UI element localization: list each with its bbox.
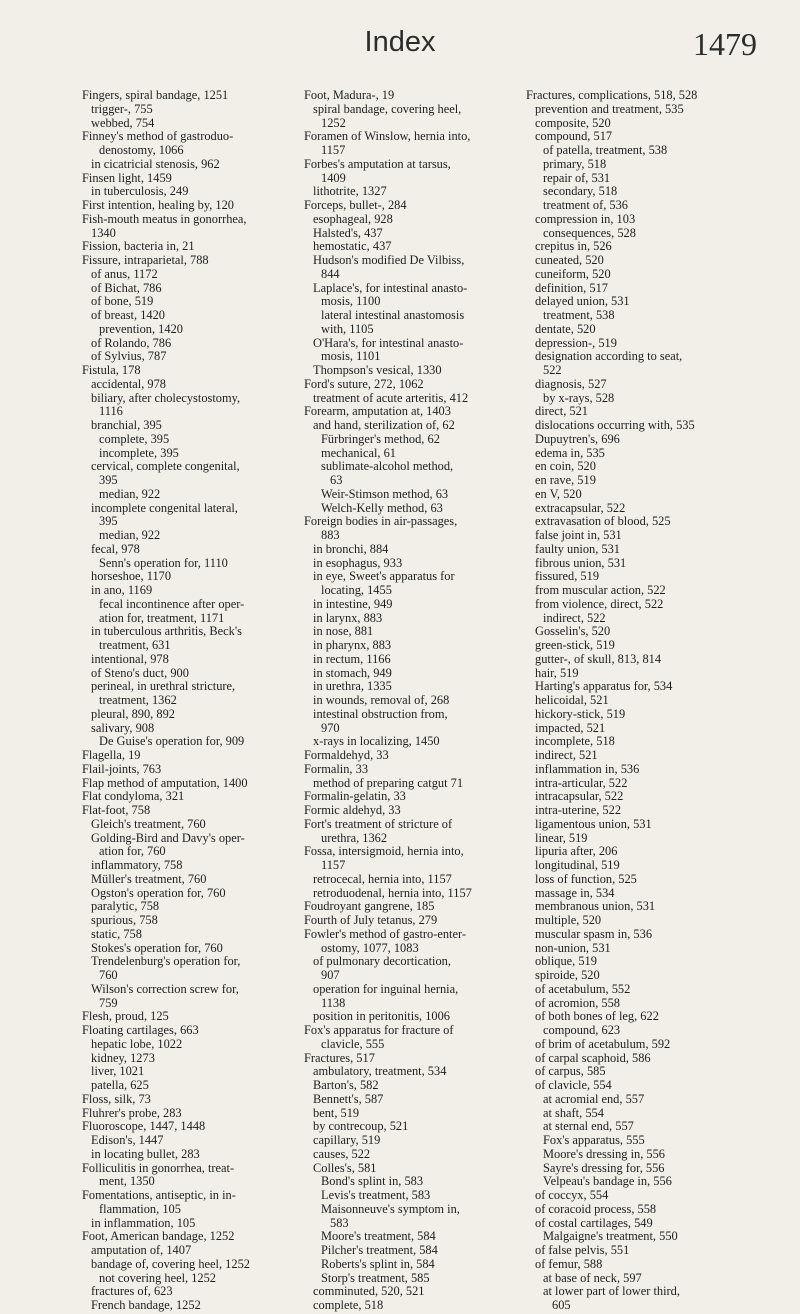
index-entry: patella, 625 (91, 1078, 149, 1092)
index-entry: fibrous union, 531 (535, 555, 627, 570)
index-entry: in intestine, 949 (313, 596, 393, 611)
index-entry: Bennett's, 587 (313, 1091, 384, 1106)
index-entry: in inflammation, 105 (91, 1215, 196, 1230)
index-entry: locating, 1455 (321, 583, 392, 597)
index-entry: horseshoe, 1170 (91, 569, 172, 584)
index-entry: 883 (321, 528, 340, 542)
index-entry: accidental, 978 (91, 376, 166, 391)
index-entry: Stokes's operation for, 760 (91, 940, 223, 955)
index-entry: retrocecal, hernia into, 1157 (313, 871, 452, 886)
index-entry: of Rolando, 786 (91, 335, 172, 350)
index-entry: paralytic, 758 (91, 899, 160, 914)
index-entry: intra-articular, 522 (535, 775, 628, 790)
index-entry: intentional, 978 (91, 651, 169, 666)
index-entry: oblique, 519 (535, 954, 597, 969)
index-entry: Bond's splint in, 583 (321, 1174, 424, 1189)
index-entry: esophageal, 928 (313, 211, 393, 226)
index-entry: 395 (99, 473, 118, 487)
index-entry: Folliculitis in gonorrhea, treat- (82, 1160, 235, 1175)
index-entry: Müller's treatment, 760 (91, 871, 207, 886)
index-entry: Floating cartilages, 663 (82, 1023, 199, 1037)
index-entry: lateral intestinal anastomosis (321, 308, 465, 322)
index-entry: definition, 517 (535, 280, 608, 295)
index-entry: 1409 (321, 170, 346, 185)
index-entry: Fissure, intraparietal, 788 (82, 253, 209, 267)
index-entry: designation according to seat, (535, 349, 683, 364)
index-entry: fecal, 978 (91, 541, 140, 556)
index-entry: prevention and treatment, 535 (535, 101, 684, 116)
index-entry: median, 922 (99, 486, 161, 501)
index-entry: Halsted's, 437 (313, 225, 383, 240)
index-entry: Finney's method of gastroduo- (82, 129, 234, 144)
index-entry: trigger-, 755 (91, 101, 153, 116)
index-entry: depression-, 519 (535, 335, 617, 350)
index-entry: Welch-Kelly method, 63 (321, 500, 443, 515)
index-entry: Fluoroscope, 1447, 1448 (82, 1119, 206, 1134)
index-entry: of Steno's duct, 900 (91, 665, 189, 680)
index-entry: loss of function, 525 (535, 871, 637, 886)
index-entry: median, 922 (99, 528, 161, 542)
index-entry: of Bichat, 786 (91, 280, 162, 295)
index-entry: pleural, 890, 892 (91, 706, 175, 721)
index-entry: urethra, 1362 (321, 830, 388, 845)
index-entry: of carpal scaphoid, 586 (535, 1050, 651, 1065)
index-entry: of coracoid process, 558 (535, 1201, 657, 1216)
page-header (0, 0, 800, 70)
index-entry: operation for inguinal hernia, (313, 981, 459, 996)
index-entry: 395 (99, 514, 118, 529)
index-entry: Flagella, 19 (82, 748, 141, 762)
index-entry: Pilcher's treatment, 584 (321, 1243, 438, 1257)
index-entry: amputation of, 1407 (91, 1243, 192, 1257)
index-entry: De Guise's operation for, 909 (99, 734, 245, 749)
index-entry: at base of neck, 597 (543, 1270, 642, 1285)
index-entry: in eye, Sweet's apparatus for (313, 569, 455, 584)
index-entry: Colles's, 581 (313, 1160, 377, 1175)
index-entry: in ano, 1169 (91, 583, 153, 597)
index-entry: of costal cartilages, 549 (535, 1215, 653, 1230)
index-entry: in esophagus, 933 (313, 555, 403, 570)
index-entry: crepitus in, 526 (535, 239, 612, 254)
index-entry: of both bones of leg, 622 (535, 1009, 659, 1024)
index-entry: extracapsular, 522 (535, 500, 626, 515)
index-entry: 605 (552, 1298, 571, 1312)
index-entry: spiral bandage, covering heel, (313, 101, 462, 116)
index-entry: salivary, 908 (91, 720, 155, 735)
index-entry: hepatic lobe, 1022 (91, 1036, 183, 1051)
index-entry: Fürbringer's method, 62 (321, 431, 440, 446)
index-entry: causes, 522 (313, 1146, 371, 1161)
index-entry: mechanical, 61 (321, 445, 396, 460)
index-entry: lithotrite, 1327 (313, 184, 387, 199)
index-column-2 (304, 89, 514, 1313)
index-entry: complete, 395 (99, 431, 170, 446)
index-entry: at acromial end, 557 (543, 1091, 645, 1106)
index-entry: not covering heel, 1252 (99, 1270, 216, 1285)
index-entry: delayed union, 531 (535, 294, 630, 309)
index-entry: flammation, 105 (99, 1201, 181, 1216)
index-entry: of anus, 1172 (91, 266, 158, 281)
index-entry: compound, 623 (543, 1023, 621, 1037)
index-entry: of false pelvis, 551 (535, 1243, 630, 1257)
index-entry: 1252 (321, 115, 346, 130)
index-entry: composite, 520 (535, 115, 611, 130)
index-entry: perineal, in urethral stricture, (91, 679, 236, 694)
index-entry: in tuberculosis, 249 (91, 184, 189, 199)
index-entry: complete, 518 (313, 1298, 384, 1312)
index-entry: Fluhrer's probe, 283 (82, 1105, 182, 1120)
index-entry: green-stick, 519 (535, 638, 615, 652)
index-entry: treatment, 538 (543, 308, 615, 322)
index-entry: at shaft, 554 (543, 1105, 604, 1120)
index-entry: Maisonneuve's symptom in, (321, 1201, 460, 1216)
index-entry: Trendelenburg's operation for, (91, 954, 241, 969)
index-entry: incomplete congenital lateral, (91, 500, 238, 515)
index-entry: capillary, 519 (313, 1133, 381, 1147)
index-entry: branchial, 395 (91, 418, 162, 432)
index-entry: Fox's apparatus for fracture of (304, 1023, 454, 1037)
index-entry: helicoidal, 521 (535, 693, 609, 707)
index-entry: in tuberculous arthritis, Beck's (91, 624, 242, 639)
index-column-1 (82, 89, 292, 1313)
index-entry: 1157 (321, 858, 346, 872)
index-entry: repair of, 531 (543, 170, 611, 185)
index-entry: in rectum, 1166 (313, 651, 391, 666)
index-entry: 583 (330, 1215, 349, 1230)
index-entry: dentate, 520 (535, 321, 596, 336)
index-entry: Foot, Madura-, 19 (304, 88, 395, 102)
index-entry: from muscular action, 522 (535, 583, 666, 597)
index-column-3 (526, 89, 736, 1313)
index-entry: hickory-stick, 519 (535, 706, 626, 721)
index-entry: compound, 517 (535, 129, 613, 144)
index-entry: Flail-joints, 763 (82, 761, 162, 776)
index-entry: impacted, 521 (535, 720, 606, 735)
index-entry: of Sylvius, 787 (91, 349, 167, 364)
index-entry: gutter-, of skull, 813, 814 (535, 651, 662, 666)
index-entry: Flat condyloma, 321 (82, 789, 185, 804)
index-entry: treatment of, 536 (543, 198, 628, 212)
index-entry: Flesh, proud, 125 (82, 1009, 169, 1024)
index-entry: en coin, 520 (535, 459, 596, 474)
index-entry: mosis, 1100 (321, 294, 381, 309)
index-entry: Weir-Stimson method, 63 (321, 486, 449, 501)
index-entry: Golding-Bird and Davy's oper- (91, 830, 245, 845)
index-entry: Ford's suture, 272, 1062 (304, 376, 424, 391)
index-entry: Formalin, 33 (304, 761, 369, 776)
index-entry: of breast, 1420 (91, 308, 165, 322)
index-entry: Dupuytren's, 696 (535, 431, 620, 446)
index-entry: Foramen of Winslow, hernia into, (304, 129, 471, 144)
index-entry: of coccyx, 554 (535, 1188, 609, 1202)
index-entry: ation for, treatment, 1171 (99, 610, 225, 625)
index-entry: mosis, 1101 (321, 349, 381, 364)
index-entry: position in peritonitis, 1006 (313, 1009, 450, 1024)
index-entry: Formic aldehyd, 33 (304, 803, 401, 817)
index-entry: Edison's, 1447 (91, 1133, 164, 1147)
index-entry: liver, 1021 (91, 1064, 145, 1079)
index-entry: at sternal end, 557 (543, 1119, 634, 1134)
index-entry: direct, 521 (535, 404, 588, 419)
index-entry: Gosselin's, 520 (535, 624, 611, 639)
index-entry: Formalin-gelatin, 33 (304, 789, 406, 804)
index-entry: ation for, 760 (99, 844, 166, 859)
index-entry: Hudson's modified De Vilbiss, (313, 253, 465, 267)
index-entry: intracapsular, 522 (535, 789, 624, 804)
index-entry: 63 (330, 473, 343, 487)
index-entry: in larynx, 883 (313, 610, 383, 625)
index-entry: treatment, 631 (99, 638, 171, 652)
index-entry: Moore's dressing in, 556 (543, 1146, 666, 1161)
index-entry: Levis's treatment, 583 (321, 1188, 431, 1202)
index-entry: multiple, 520 (535, 913, 602, 927)
index-entry: inflammatory, 758 (91, 858, 183, 872)
index-entry: kidney, 1273 (91, 1050, 155, 1065)
index-entry: en V, 520 (535, 486, 582, 501)
index-entry: edema in, 535 (535, 445, 605, 460)
index-entry: Foreign bodies in air-passages, (304, 514, 458, 529)
index-entry: First intention, healing by, 120 (82, 198, 235, 212)
index-entry: hemostatic, 437 (313, 239, 392, 254)
index-entry: 1340 (91, 225, 116, 240)
index-entry: 522 (543, 363, 562, 377)
index-entry: Laplace's, for intestinal anasto- (313, 280, 468, 295)
index-entry: from violence, direct, 522 (535, 596, 664, 611)
index-entry: Fowler's method of gastro-enter- (304, 926, 466, 941)
index-entry: Ogston's operation for, 760 (91, 885, 226, 900)
index-entry: spiroide, 520 (535, 968, 600, 982)
index-entry: incomplete, 518 (535, 734, 615, 749)
index-entry: static, 758 (91, 926, 142, 941)
index-entry: Fox's apparatus, 555 (543, 1133, 645, 1147)
index-entry: indirect, 522 (543, 610, 606, 625)
index-entry: at lower part of lower third, (543, 1284, 680, 1299)
index-entry: faulty union, 531 (535, 541, 621, 556)
index-entry: intra-uterine, 522 (535, 803, 622, 817)
index-entry: ment, 1350 (99, 1174, 155, 1189)
index-entry: biliary, after cholecystostomy, (91, 390, 241, 405)
index-entry: Fomentations, antiseptic, in in- (82, 1188, 236, 1202)
index-entry: treatment, 1362 (99, 693, 177, 707)
index-entry: bandage of, covering heel, 1252 (91, 1256, 250, 1271)
index-entry: Sayre's dressing for, 556 (543, 1160, 665, 1175)
index-entry: Fort's treatment of stricture of (304, 816, 453, 831)
index-entry: 970 (321, 720, 340, 735)
index-entry: Roberts's splint in, 584 (321, 1256, 435, 1271)
index-entry: incomplete, 395 (99, 445, 179, 460)
index-entry: with, 1105 (321, 321, 374, 336)
index-entry: intestinal obstruction from, (313, 706, 448, 721)
index-entry: fissured, 519 (535, 569, 600, 584)
index-entry: Fractures, complications, 518, 528 (526, 88, 698, 102)
index-entry: ambulatory, treatment, 534 (313, 1064, 447, 1079)
index-entry: Forearm, amputation at, 1403 (304, 404, 451, 419)
index-entry: 907 (321, 968, 340, 982)
index-entry: lipuria after, 206 (535, 844, 618, 859)
index-entry: Thompson's vesical, 1330 (313, 363, 442, 377)
index-entry: Senn's operation for, 1110 (99, 555, 228, 570)
index-entry: Fission, bacteria in, 21 (82, 239, 195, 254)
index-entry: ostomy, 1077, 1083 (321, 940, 419, 955)
index-entry: Foudroyant gangrene, 185 (304, 899, 435, 914)
index-entry: Fingers, spiral bandage, 1251 (82, 88, 229, 102)
index-entry: Velpeau's bandage in, 556 (543, 1174, 672, 1189)
index-entry: clavicle, 555 (321, 1036, 385, 1051)
index-entry: Barton's, 582 (313, 1078, 379, 1092)
index-entry: Fossa, intersigmoid, hernia into, (304, 844, 464, 859)
index-entry: diagnosis, 527 (535, 376, 607, 391)
index-entry: and hand, sterilization of, 62 (313, 418, 455, 432)
index-entry: cervical, complete congenital, (91, 459, 240, 474)
index-entry: in nose, 881 (313, 624, 374, 639)
index-entry: Malgaigne's treatment, 550 (543, 1229, 678, 1244)
index-entry: webbed, 754 (91, 115, 155, 130)
index-entry: compression in, 103 (535, 211, 636, 226)
index-entry: treatment of acute arteritis, 412 (313, 390, 469, 405)
index-entry: Floss, silk, 73 (82, 1091, 151, 1106)
index-entry: extravasation of blood, 525 (535, 514, 671, 529)
index-entry: denostomy, 1066 (99, 143, 184, 157)
index-entry: massage in, 534 (535, 885, 615, 900)
index-entry: of clavicle, 554 (535, 1078, 612, 1092)
index-entry: ligamentous union, 531 (535, 816, 652, 831)
index-entry: membranous union, 531 (535, 899, 656, 914)
index-entry: Fractures, 517 (304, 1050, 375, 1065)
index-entry: longitudinal, 519 (535, 858, 620, 872)
index-entry: of carpus, 585 (535, 1064, 606, 1079)
index-entry: Fistula, 178 (82, 363, 141, 377)
index-entry: retroduodenal, hernia into, 1157 (313, 885, 472, 900)
index-entry: spurious, 758 (91, 913, 158, 927)
index-entry: cuneiform, 520 (535, 266, 611, 281)
index-entry: secondary, 518 (543, 184, 618, 199)
page-title: Index (364, 26, 436, 58)
index-entry: Harting's apparatus for, 534 (535, 679, 673, 694)
index-entry: Formaldehyd, 33 (304, 748, 389, 762)
index-entry: x-rays in localizing, 1450 (313, 734, 440, 749)
index-entry: Foot, American bandage, 1252 (82, 1229, 235, 1244)
index-entry: Fourth of July tetanus, 279 (304, 913, 438, 927)
index-entry: by contrecoup, 521 (313, 1119, 409, 1134)
index-entry: in bronchi, 884 (313, 541, 389, 556)
index-entry: inflammation in, 536 (535, 761, 640, 776)
index-entry: indirect, 521 (535, 748, 598, 762)
index-entry: Storp's treatment, 585 (321, 1270, 430, 1285)
index-entry: fecal incontinence after oper- (99, 596, 245, 611)
index-entry: of patella, treatment, 538 (543, 143, 668, 157)
index-entry: in pharynx, 883 (313, 638, 392, 652)
index-entry: muscular spasm in, 536 (535, 926, 653, 941)
index-entry: in stomach, 949 (313, 665, 392, 680)
index-entry: false joint in, 531 (535, 528, 622, 542)
index-entry: sublimate-alcohol method, (321, 459, 454, 474)
index-entry: in locating bullet, 283 (91, 1146, 200, 1161)
index-entry: O'Hara's, for intestinal anasto- (313, 335, 464, 350)
index-entry: 1157 (321, 143, 346, 157)
index-entry: bent, 519 (313, 1105, 360, 1120)
index-entry: in urethra, 1335 (313, 679, 392, 694)
index-entry: 1138 (321, 995, 346, 1010)
index-entry: cuneated, 520 (535, 253, 604, 267)
index-entry: hair, 519 (535, 665, 579, 680)
index-entry: 760 (99, 968, 118, 982)
index-entry: consequences, 528 (543, 225, 636, 240)
index-entry: of bone, 519 (91, 294, 154, 309)
index-entry: 1116 (99, 404, 123, 419)
index-entry: of brim of acetabulum, 592 (535, 1036, 671, 1051)
index-entry: comminuted, 520, 521 (313, 1284, 425, 1299)
page-number: 1479 (693, 26, 757, 62)
index-entry: Flap method of amputation, 1400 (82, 775, 248, 790)
index-entry: method of preparing catgut 71 (313, 775, 464, 790)
index-entry: primary, 518 (543, 156, 607, 171)
index-entry: in wounds, removal of, 268 (313, 693, 450, 707)
index-entry: 759 (99, 995, 118, 1010)
index-entry: of femur, 588 (535, 1256, 603, 1271)
index-entry: of acetabulum, 552 (535, 981, 631, 996)
index-entry: 844 (321, 266, 340, 281)
index-entry: Flat-foot, 758 (82, 803, 151, 817)
index-entry: en rave, 519 (535, 473, 596, 487)
index-entry: Moore's treatment, 584 (321, 1229, 436, 1244)
index-entry: fractures of, 623 (91, 1284, 173, 1299)
index-entry: French bandage, 1252 (91, 1298, 201, 1312)
index-entry: of pulmonary decortication, (313, 954, 451, 969)
index-entry: Finsen light, 1459 (82, 170, 172, 185)
index-entry: Gleich's treatment, 760 (91, 816, 206, 831)
index-entry: of acromion, 558 (535, 995, 620, 1010)
index-entry: non-union, 531 (535, 940, 611, 955)
index-entry: Wilson's correction screw for, (91, 981, 239, 996)
index-entry: prevention, 1420 (99, 321, 183, 336)
index-entry: Forbes's amputation at tarsus, (304, 156, 451, 171)
index-entry: linear, 519 (535, 830, 588, 845)
index-entry: Forceps, bullet-, 284 (304, 198, 407, 212)
index-entry: by x-rays, 528 (543, 390, 615, 405)
index-entry: in cicatricial stenosis, 962 (91, 156, 220, 171)
index-entry: dislocations occurring with, 535 (535, 418, 695, 432)
index-entry: Fish-mouth meatus in gonorrhea, (82, 211, 247, 226)
